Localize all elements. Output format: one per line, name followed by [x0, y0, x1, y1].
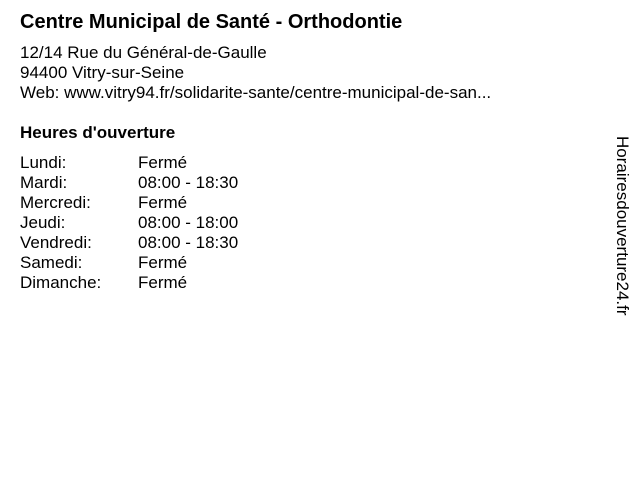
hours-time: Fermé: [138, 273, 188, 292]
hours-time: Fermé: [138, 153, 188, 172]
address-block: [20, 43, 491, 103]
page-title: Centre Municipal de Santé - Orthodontie: [20, 11, 403, 33]
hours-row-thursday: [20, 213, 238, 233]
hours-row-tuesday: [20, 173, 238, 193]
hours-row-friday: [20, 233, 238, 253]
hours-row-wednesday: [20, 193, 238, 213]
address-city: 94400 Vitry-sur-Seine: [20, 63, 185, 82]
hours-time: 08:00 - 18:00: [138, 213, 239, 232]
hours-day: Samedi:: [20, 253, 83, 272]
hours-table: [20, 153, 238, 293]
website-link[interactable]: Web: www.vitry94.fr/solidarite-sante/centre-municipal-de-san...: [20, 83, 492, 102]
hours-time: Fermé: [138, 193, 188, 212]
hours-time: 08:00 - 18:30: [138, 173, 239, 192]
hours-heading: Heures d'ouverture: [20, 123, 176, 142]
hours-day: Mercredi:: [20, 193, 91, 212]
hours-row-monday: [20, 153, 238, 173]
hours-day: Dimanche:: [20, 273, 102, 292]
hours-row-saturday: [20, 253, 238, 273]
hours-day: Jeudi:: [20, 213, 66, 232]
hours-time: Fermé: [138, 253, 188, 272]
address-street: 12/14 Rue du Général-de-Gaulle: [20, 43, 267, 62]
hours-time: 08:00 - 18:30: [138, 233, 239, 252]
hours-row-sunday: [20, 273, 238, 293]
hours-day: Lundi:: [20, 153, 67, 172]
hours-day: Vendredi:: [20, 233, 92, 252]
site-brand-watermark: Horairesdouverture24.fr: [613, 136, 632, 316]
hours-day: Mardi:: [20, 173, 68, 192]
